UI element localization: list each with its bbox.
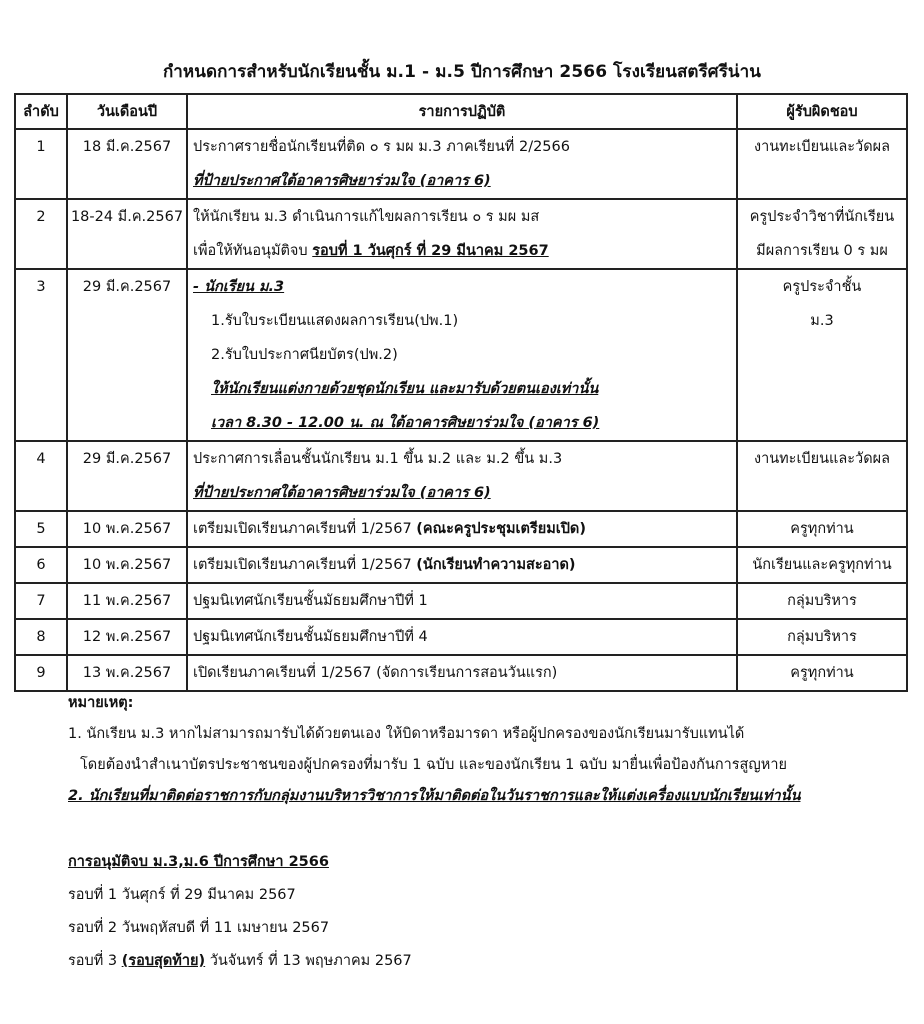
responsible-line: ครูประจำชั้น	[782, 279, 862, 295]
task-text: เตรียมเปิดเรียนภาคเรียนที่ 1/2567	[193, 521, 417, 537]
task-location: ที่ป้ายประกาศใต้อาคารศิษยาร่วมใจ (อาคาร 6)	[193, 173, 491, 189]
graduation-round: รอบที่ 2 วันพฤหัสบดี ที่ 11 เมษายน 2567	[68, 920, 330, 936]
header-responsible: ผู้รับผิดชอบ	[737, 94, 907, 129]
row-date: 29 มี.ค.2567	[67, 269, 187, 441]
row-number: 1	[15, 129, 67, 199]
table-row	[15, 511, 907, 547]
header-no: ลำดับ	[15, 94, 67, 129]
task-emphasis: (นักเรียนทำความสะอาด)	[416, 557, 576, 573]
table-row	[15, 269, 907, 441]
row-responsible: ครูทุกท่าน	[737, 511, 907, 547]
task-item: 2.รับใบประกาศนียบัตร(ปพ.2)	[211, 347, 398, 363]
task-emphasis: (คณะครูประชุมเตรียมเปิด)	[416, 521, 586, 537]
row-task	[187, 199, 737, 269]
row-date: 10 พ.ค.2567	[67, 511, 187, 547]
notes-heading: หมายเหตุ:	[68, 695, 134, 711]
responsible-line: ม.3	[810, 313, 834, 329]
schedule-table	[14, 93, 908, 692]
task-line: ให้นักเรียน ม.3 ดำเนินการแก้ไขผลการเรียน ๐ ร มผ มส	[193, 209, 540, 225]
graduation-section	[68, 846, 908, 978]
round-highlight: รอบที่ 1 วันศุกร์ ที่ 29 มีนาคม 2567	[312, 243, 549, 259]
row-task: ปฐมนิเทศนักเรียนชั้นมัธยมศึกษาปีที่ 4	[187, 619, 737, 655]
notes-section	[68, 688, 908, 812]
task-line: ประกาศรายชื่อนักเรียนที่ติด ๐ ร มผ ม.3 ภาคเรียนที่ 2/2566	[193, 139, 570, 155]
table-row	[15, 547, 907, 583]
row-number: 2	[15, 199, 67, 269]
row-responsible: ครูทุกท่าน	[737, 655, 907, 691]
graduation-round	[68, 945, 908, 978]
row-task	[187, 269, 737, 441]
row-date: 18-24 มี.ค.2567	[67, 199, 187, 269]
row-number: 5	[15, 511, 67, 547]
task-line	[193, 234, 731, 268]
responsible-line: มีผลการเรียน 0 ร มผ	[756, 243, 888, 259]
table-row	[15, 129, 907, 199]
row-responsible: งานทะเบียนและวัดผล	[737, 129, 907, 199]
row-date: 10 พ.ค.2567	[67, 547, 187, 583]
row-responsible	[737, 199, 907, 269]
table-row	[15, 199, 907, 269]
note-item-important: 2. นักเรียนที่มาติดต่อราชการกับกลุ่มงานบริหารวิชาการให้มาติดต่อในวันราชการและให้แต่งเครื่องแบบนักเรียนเท่านั้น	[68, 788, 801, 804]
task-instruction: เวลา 8.30 - 12.00 น. ณ ใต้อาคารศิษยาร่วมใจ (อาคาร 6)	[211, 415, 600, 431]
round-date: วันจันทร์ ที่ 13 พฤษภาคม 2567	[205, 953, 412, 969]
row-responsible: กลุ่มบริหาร	[737, 583, 907, 619]
row-number: 3	[15, 269, 67, 441]
row-task	[187, 511, 737, 547]
task-text: เตรียมเปิดเรียนภาคเรียนที่ 1/2567	[193, 557, 417, 573]
header-task: รายการปฏิบัติ	[187, 94, 737, 129]
row-date: 13 พ.ค.2567	[67, 655, 187, 691]
row-date: 29 มี.ค.2567	[67, 441, 187, 511]
row-responsible	[737, 269, 907, 441]
table-header-row	[15, 94, 907, 129]
row-task	[187, 441, 737, 511]
table-row	[15, 655, 907, 691]
task-item: 1.รับใบระเบียนแสดงผลการเรียน(ปพ.1)	[211, 313, 459, 329]
row-date: 11 พ.ค.2567	[67, 583, 187, 619]
responsible-line: ครูประจำวิชาที่นักเรียน	[749, 209, 895, 225]
table-row	[15, 441, 907, 511]
task-line: ประกาศการเลื่อนชั้นนักเรียน ม.1 ขึ้น ม.2 และ ม.2 ขึ้น ม.3	[193, 451, 563, 467]
row-task	[187, 129, 737, 199]
task-heading: - นักเรียน ม.3	[193, 279, 285, 295]
row-number: 4	[15, 441, 67, 511]
row-number: 6	[15, 547, 67, 583]
table-row	[15, 583, 907, 619]
row-number: 8	[15, 619, 67, 655]
task-location: ที่ป้ายประกาศใต้อาคารศิษยาร่วมใจ (อาคาร 6)	[193, 485, 491, 501]
final-round-tag: (รอบสุดท้าย)	[121, 953, 206, 969]
row-date: 12 พ.ค.2567	[67, 619, 187, 655]
header-date: วันเดือนปี	[67, 94, 187, 129]
note-item-continued: โดยต้องนำสำเนาบัตรประชาชนของผู้ปกครองที่มารับ 1 ฉบับ และของนักเรียน 1 ฉบับ มายื่นเพื่อป้องกันการสูญหาย	[80, 757, 787, 773]
row-task: ปฐมนิเทศนักเรียนชั้นมัธยมศึกษาปีที่ 1	[187, 583, 737, 619]
graduation-round: รอบที่ 1 วันศุกร์ ที่ 29 มีนาคม 2567	[68, 887, 296, 903]
round-label: รอบที่ 3	[68, 953, 122, 969]
page-title: กำหนดการสำหรับนักเรียนชั้น ม.1 - ม.5 ปีการศึกษา 2566 โรงเรียนสตรีศรีน่าน	[162, 62, 762, 82]
table-row	[15, 619, 907, 655]
task-instruction: ให้นักเรียนแต่งกายด้วยชุดนักเรียน และมารับด้วยตนเองเท่านั้น	[211, 381, 599, 397]
row-responsible: นักเรียนและครูทุกท่าน	[737, 547, 907, 583]
row-number: 9	[15, 655, 67, 691]
graduation-title: การอนุมัติจบ ม.3,ม.6 ปีการศึกษา 2566	[68, 854, 329, 870]
row-responsible: งานทะเบียนและวัดผล	[737, 441, 907, 511]
row-date: 18 มี.ค.2567	[67, 129, 187, 199]
note-item: 1. นักเรียน ม.3 หากไม่สามารถมารับได้ด้วยตนเอง ให้บิดาหรือมารดา หรือผู้ปกครองของนักเรียนมารับแทนได้	[68, 726, 745, 742]
task-text: เพื่อให้ทันอนุมัติจบ	[193, 243, 313, 259]
row-responsible: กลุ่มบริหาร	[737, 619, 907, 655]
row-task	[187, 547, 737, 583]
row-task: เปิดเรียนภาคเรียนที่ 1/2567 (จัดการเรียนการสอนวันแรก)	[187, 655, 737, 691]
row-number: 7	[15, 583, 67, 619]
